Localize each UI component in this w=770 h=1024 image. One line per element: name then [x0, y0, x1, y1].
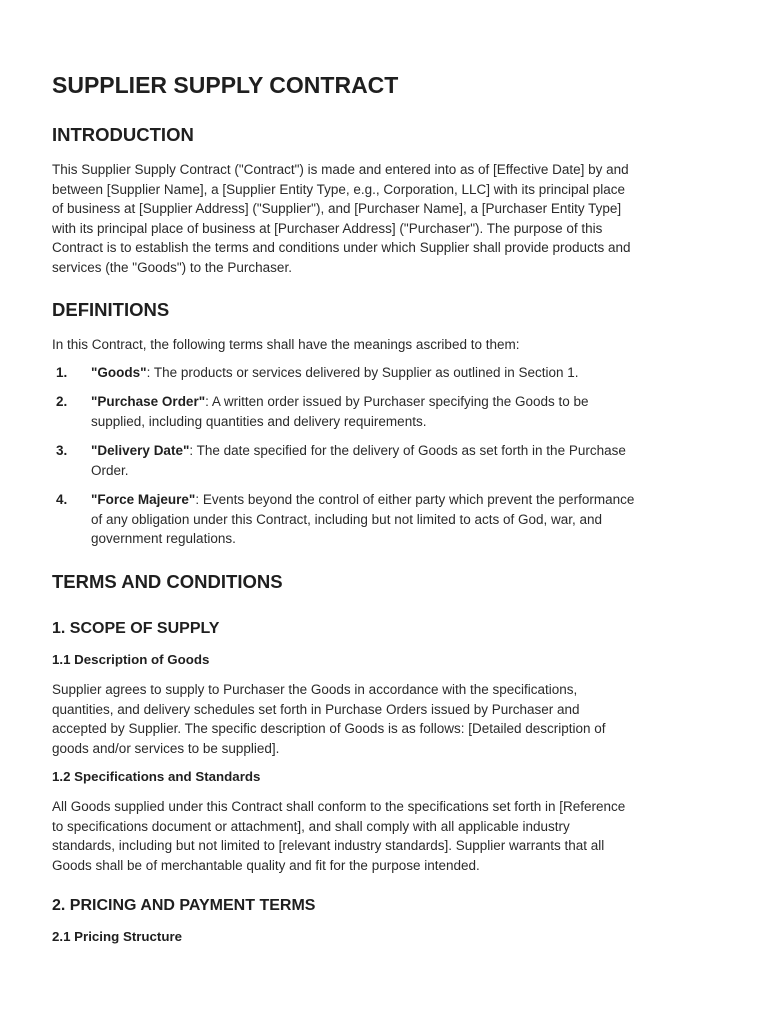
definition-text: : The date specified for the delivery of Goods as set forth in the Purchase — [189, 443, 626, 458]
definition-text: : A written order issued by Purchaser specifying the Goods to be — [205, 394, 589, 409]
definitions-intro: In this Contract, the following terms shall have the meanings ascribed to them: — [52, 337, 520, 352]
introduction-line: This Supplier Supply Contract ("Contract") is made and entered into as of [Effective Date] by and — [52, 162, 629, 177]
section-1-1-line: Supplier agrees to supply to Purchaser the Goods in accordance with the specifications, — [52, 682, 578, 697]
section-1-2-line: standards, including but not limited to [relevant industry standards]. Supplier warrants that all — [52, 838, 605, 853]
definition-text: : Events beyond the control of either party which prevent the performance — [195, 492, 635, 507]
section-1-1-paragraph — [52, 680, 720, 758]
definition-text: government regulations. — [91, 531, 236, 546]
terms-heading: TERMS AND CONDITIONS — [52, 571, 283, 592]
section-1-2-line: Goods shall be of merchantable quality and fit for the purpose intended. — [52, 857, 480, 873]
definition-text: Order. — [91, 462, 129, 478]
section-1-2-line: All Goods supplied under this Contract shall conform to the specifications set forth in [Reference — [52, 799, 626, 814]
section-2-1-heading: 2.1 Pricing Structure — [52, 929, 183, 944]
introduction-line: between [Supplier Name], a [Supplier Entity Type, e.g., Corporation, LLC] with its principal place — [52, 181, 626, 197]
section-1-heading: 1. SCOPE OF SUPPLY — [52, 620, 220, 637]
definition-text: : The products or services delivered by Supplier as outlined in Section 1. — [146, 365, 579, 380]
definition-number: 2. — [56, 394, 68, 409]
introduction-line: services (the "Goods") to the Purchaser. — [52, 259, 292, 275]
definition-term: "Purchase Order" — [91, 394, 206, 409]
section-1-1-heading: 1.1 Description of Goods — [52, 652, 210, 667]
definition-term: "Delivery Date" — [91, 443, 190, 458]
introduction-heading: INTRODUCTION — [52, 124, 194, 145]
section-1-1-line: accepted by Supplier. The specific description of Goods is as follows: [Detailed description of — [52, 721, 606, 736]
section-1-2-line: to specifications document or attachment], and shall comply with all applicable industry — [52, 818, 570, 834]
section-1-2-paragraph — [52, 797, 720, 875]
definition-term: "Force Majeure" — [91, 492, 196, 507]
definitions-heading: DEFINITIONS — [52, 299, 170, 320]
section-1-2-heading: 1.2 Specifications and Standards — [52, 769, 261, 784]
definition-number: 3. — [56, 443, 68, 458]
definition-text: supplied, including quantities and delivery requirements. — [91, 413, 427, 429]
section-2-heading: 2. PRICING AND PAYMENT TERMS — [52, 897, 316, 914]
definition-text: of any obligation under this Contract, including but not limited to acts of God, war, and — [91, 511, 603, 527]
introduction-line: with its principal place of business at [Purchaser Address] ("Purchaser"). The purpose of this — [52, 220, 603, 236]
section-1-1-line: quantities, and delivery schedules set forth in Purchase Orders issued by Purchaser and — [52, 701, 580, 717]
definition-number: 4. — [56, 492, 68, 507]
definition-number: 1. — [56, 365, 68, 380]
introduction-paragraph — [52, 160, 720, 277]
introduction-line: Contract is to establish the terms and conditions under which Supplier shall provide products and — [52, 240, 631, 255]
definition-term: "Goods" — [91, 365, 147, 380]
introduction-line: of business at [Supplier Address] ("Supplier"), and [Purchaser Name], a [Purchaser Entity Type] — [52, 201, 622, 216]
section-1-1-line: goods and/or services to be supplied]. — [52, 740, 280, 756]
document-title: SUPPLIER SUPPLY CONTRACT — [52, 72, 399, 98]
